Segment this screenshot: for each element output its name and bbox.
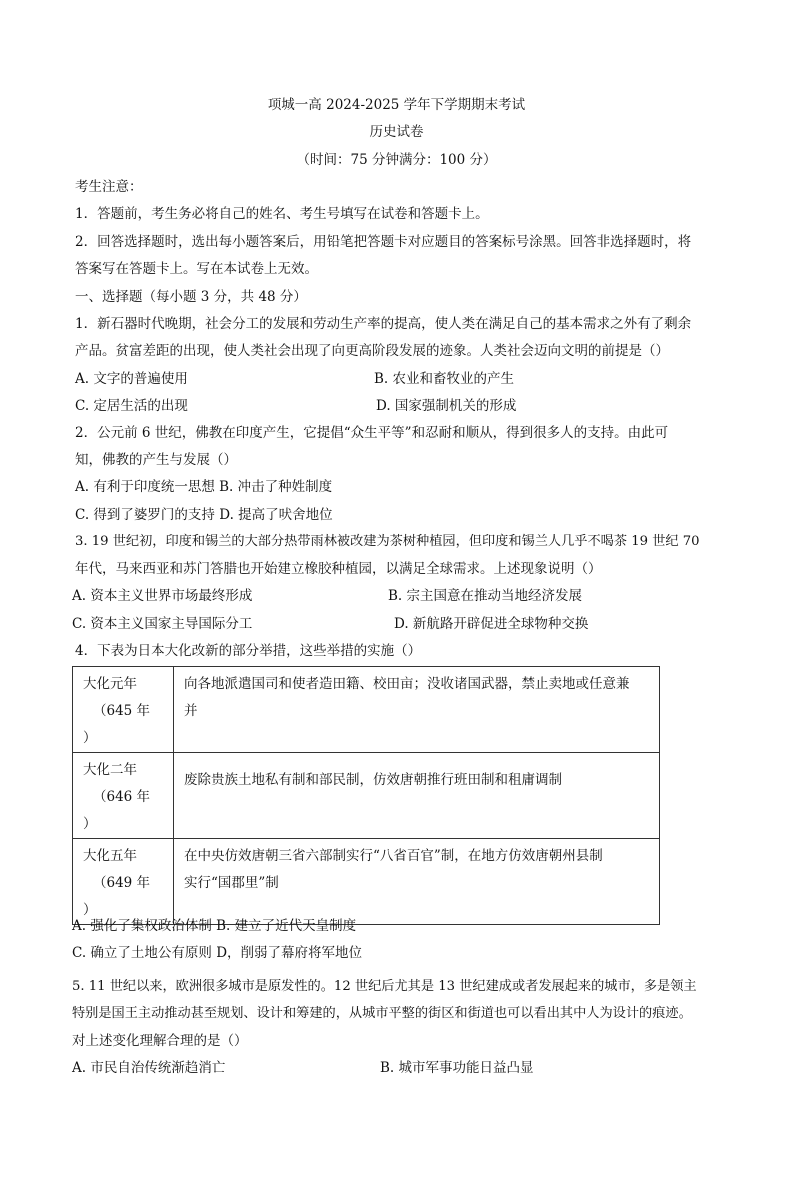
measure-text-line-1: 在中央仿效唐朝三省六部制实行“八省百官”制，在地方仿效唐朝州县制 [184,848,603,864]
q5-stem-line-1: 5. 11 世纪以来，欧洲很多城市是原发性的。12 世纪后尤其是 13 世纪建成或者发展起来的城市，多是领主 [72,979,697,994]
measure-text-line-2: 实行“国郡里”制 [184,875,279,891]
q3-option-a: A. 资本主义世界市场最终形成 [72,588,253,604]
notice-item-2-line-2: 答案写在答题卡上。写在本试卷上无效。 [75,261,318,277]
table-measure-cell [174,753,660,839]
measure-text-line-2: 并 [184,703,198,719]
q2-stem-line-1: 2．公元前 6 世纪，佛教在印度产生，它提倡“众生平等”和忍耐和顺从，得到很多人的支持。由此可 [75,425,669,441]
exam-time-info: （时间：75 分钟满分：100 分） [296,152,497,168]
table-year-cell [73,667,174,753]
table-year-cell [73,753,174,839]
q2-options-cd: C. 得到了婆罗门的支持 D. 提高了吠舍地位 [75,507,333,523]
notice-item-2-line-1: 2．回答选择题时，选出每小题答案后，用铅笔把答题卡对应题目的答案标号涂黑。回答非选择题时，将 [75,234,692,250]
q5-option-b: B. 城市军事功能日益凸显 [380,1060,534,1076]
year-close: ） [83,816,97,832]
year-label: 大化元年 [83,676,137,692]
year-label: 大化二年 [83,762,137,778]
q2-stem-line-2: 知，佛教的产生与发展（） [75,452,237,468]
q2-options-ab: A. 有利于印度统一思想 B. 冲击了种姓制度 [75,479,333,495]
q4-reform-table [72,666,660,925]
q4-options-cd: C. 确立了土地公有原则 D，削弱了幕府将军地位 [72,945,363,961]
table-measure-cell [174,667,660,753]
q5-option-a: A. 市民自治传统渐趋消亡 [72,1060,226,1076]
q1-option-a: A. 文字的普遍使用 [75,371,188,387]
exam-subject: 历史试卷 [369,124,424,140]
year-number: （649 年 [93,875,151,891]
table-row [73,839,660,925]
q5-stem-line-2: 特别是国王主动推动甚至规划、设计和筹建的，从城市平整的街区和街道也可以看出其中人为设计的痕迹。 [72,1006,692,1021]
measure-text-line-1: 废除贵族土地私有制和部民制，仿效唐朝推行班田制和租庸调制 [184,772,562,788]
q3-option-b: B. 宗主国意在推动当地经济发展 [388,588,583,604]
table-row [73,753,660,839]
year-close: ） [83,730,97,746]
q3-stem-line-1: 3. 19 世纪初，印度和锡兰的大部分热带雨林被改建为茶树种植园，但印度和锡兰人几乎不喝茶 19 世纪 70 [75,534,700,549]
section-heading: 一、选择题（每小题 3 分，共 48 分） [75,289,307,305]
year-number: （646 年 [93,789,151,805]
q1-option-c: C. 定居生活的出现 [75,398,188,414]
q5-stem-line-3: 对上述变化理解合理的是（） [72,1033,248,1049]
q4-stem: 4．下表为日本大化改新的部分举措，这些举措的实施（） [75,643,422,659]
table-year-cell [73,839,174,925]
q3-option-c: C. 资本主义国家主导国际分工 [72,616,253,632]
notice-item-1: 1．答题前，考生务必将自己的姓名、考生号填写在试卷和答题卡上。 [75,206,489,222]
q1-option-b: B. 农业和畜牧业的产生 [374,371,515,387]
table-row [73,667,660,753]
q1-stem-line-2: 产品。贫富差距的出现，使人类社会出现了向更高阶段发展的迹象。人类社会迈向文明的前提是（） [75,343,669,359]
q4-options-ab: A. 强化了集权政治体制 B. 建立了近代天皇制度 [72,918,357,934]
q3-option-d: D. 新航路开辟促进全球物种交换 [394,616,589,632]
table-measure-cell [174,839,660,925]
notice-heading: 考生注意： [75,179,143,195]
year-number: （645 年 [93,703,151,719]
q1-stem-line-1: 1．新石器时代晚期，社会分工的发展和劳动生产率的提高，使人类在满足自己的基本需求之外有了剩余 [75,316,692,332]
year-label: 大化五年 [83,848,137,864]
q3-stem-line-2: 年代，马来西亚和苏门答腊也开始建立橡胶种植园，以满足全球需求。上述现象说明（） [75,561,602,577]
year-close: ） [83,902,97,918]
q1-option-d: D. 国家强制机关的形成 [376,398,517,414]
measure-text-line-1: 向各地派遣国司和使者造田籍、校田亩；没收诸国武器，禁止卖地或任意兼 [184,676,630,692]
exam-title: 项城一高 2024-2025 学年下学期期末考试 [267,97,526,113]
